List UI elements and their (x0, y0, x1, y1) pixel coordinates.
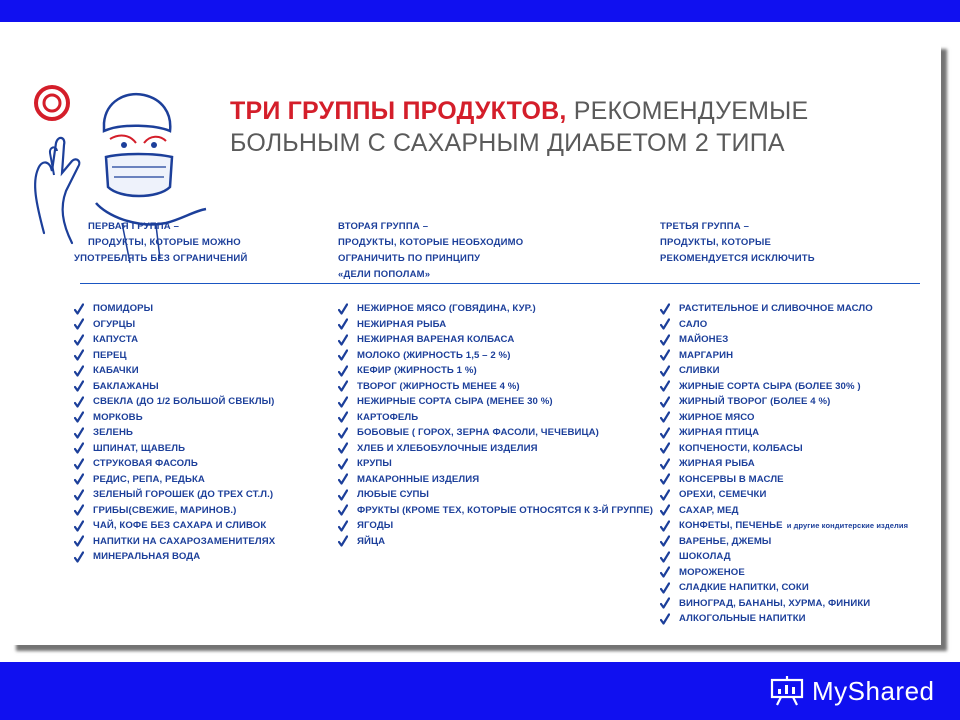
check-icon (660, 582, 670, 594)
column-heading (74, 219, 247, 267)
list-item-label: БАКЛАЖАНЫ (93, 380, 159, 392)
column-group-3 (660, 219, 909, 625)
list-item (74, 394, 275, 410)
list-item-label: ШОКОЛАД (679, 551, 731, 563)
check-icon (660, 442, 670, 454)
list-item (338, 317, 653, 333)
list-item-label: СЛИВКИ (679, 365, 720, 377)
list-item-label: ТВОРОГ (ЖИРНОСТЬ МЕНЕЕ 4 %) (357, 380, 520, 392)
list-item (660, 332, 908, 348)
list-item (74, 425, 275, 441)
list-item-label: ПЕРЕЦ (93, 349, 127, 361)
list-item-label: МАЙОНЕЗ (679, 334, 729, 346)
list-item-label: НЕЖИРНОЕ МЯСО (ГОВЯДИНА, КУР.) (357, 303, 536, 315)
list-item-label: ЖИРНЫЙ ТВОРОГ (БОЛЕЕ 4 %) (679, 396, 831, 408)
list-item-label: СЛАДКИЕ НАПИТКИ, СОКИ (679, 582, 809, 594)
list-item (660, 379, 908, 395)
heading-line: ПЕРВАЯ ГРУППА – (88, 221, 180, 232)
list-item-label: СВЕКЛА (ДО 1/2 БОЛЬШОЙ СВЕКЛЫ) (93, 396, 275, 408)
heading-line: ПРОДУКТЫ, КОТОРЫЕ НЕОБХОДИМО (338, 237, 524, 248)
check-icon (660, 303, 670, 315)
list-item (338, 472, 653, 488)
list-item (74, 301, 275, 317)
check-icon (74, 504, 84, 516)
list-item (74, 472, 275, 488)
check-icon (338, 489, 348, 501)
list-item-label: ЗЕЛЕНЬ (93, 427, 133, 439)
list-item-label: РЕДИС, РЕПА, РЕДЬКА (93, 473, 205, 485)
column-group-2 (338, 219, 654, 547)
check-icon (74, 489, 84, 501)
page-title (230, 95, 930, 159)
list-item-label: КАПУСТА (93, 334, 139, 346)
title-accent: ТРИ ГРУППЫ ПРОДУКТОВ, (230, 97, 567, 125)
list-item-label: ЯГОДЫ (357, 520, 394, 532)
list-item-label: НЕЖИРНАЯ РЫБА (357, 318, 447, 330)
list-item-label: МАРГАРИН (679, 349, 734, 361)
check-icon (74, 535, 84, 547)
list-item (74, 503, 275, 519)
check-icon (74, 334, 84, 346)
list-item-label: РАСТИТЕЛЬНОЕ И СЛИВОЧНОЕ МАСЛО (679, 303, 873, 315)
list-item-label: КОПЧЕНОСТИ, КОЛБАСЫ (679, 442, 803, 454)
list-item-label: ВИНОГРАД, БАНАНЫ, ХУРМА, ФИНИКИ (679, 597, 871, 609)
check-icon (338, 520, 348, 532)
presentation-logo-icon (770, 676, 804, 706)
check-icon (338, 365, 348, 377)
check-icon (660, 613, 670, 625)
list-item (660, 472, 908, 488)
heading-line: ПРОДУКТЫ, КОТОРЫЕ МОЖНО (88, 237, 241, 248)
list-item-label: ОГУРЦЫ (93, 318, 136, 330)
list-item (74, 317, 275, 333)
column-heading (660, 219, 815, 267)
check-icon (338, 473, 348, 485)
brand-name: MyShared (812, 675, 935, 706)
list-item-label: ОРЕХИ, СЕМЕЧКИ (679, 489, 767, 501)
list-item (338, 410, 653, 426)
check-icon (660, 566, 670, 578)
list-item (338, 441, 653, 457)
check-icon (74, 411, 84, 423)
check-icon (74, 380, 84, 392)
list-item-label: ЗЕЛЕНЫЙ ГОРОШЕК (ДО ТРЕХ СТ.Л.) (93, 489, 274, 501)
check-icon (660, 349, 670, 361)
list-item (74, 348, 275, 364)
list-item-label: ЖИРНАЯ РЫБА (679, 458, 755, 470)
list-item-label: ШПИНАТ, ЩАВЕЛЬ (93, 442, 186, 454)
list-item (660, 534, 908, 550)
list-item-label: САХАР, МЕД (679, 504, 739, 516)
top-band (0, 0, 960, 22)
list-item-label: МАКАРОННЫЕ ИЗДЕЛИЯ (357, 473, 480, 485)
check-icon (74, 349, 84, 361)
list-item (660, 456, 908, 472)
list-item-label: ЧАЙ, КОФЕ БЕЗ САХАРА И СЛИВОК (93, 520, 267, 532)
list-item-label: БОБОВЫЕ ( ГОРОХ, ЗЕРНА ФАСОЛИ, ЧЕЧЕВИЦА) (357, 427, 599, 439)
list-item (338, 534, 653, 550)
product-list (660, 301, 908, 627)
check-icon (660, 318, 670, 330)
list-item (74, 441, 275, 457)
check-icon (338, 458, 348, 470)
heading-line: УПОТРЕБЛЯТЬ БЕЗ ОГРАНИЧЕНИЙ (74, 253, 248, 264)
list-item (660, 317, 908, 333)
check-icon (74, 551, 84, 563)
list-item-label: ЖИРНЫЕ СОРТА СЫРА (БОЛЕЕ 30% ) (679, 380, 861, 392)
list-item-label: ЛЮБЫЕ СУПЫ (357, 489, 430, 501)
list-item-label: МОРКОВЬ (93, 411, 143, 423)
check-icon (338, 380, 348, 392)
check-icon (338, 442, 348, 454)
heading-line: ПРОДУКТЫ, КОТОРЫЕ (660, 237, 772, 248)
list-item (338, 487, 653, 503)
list-item (74, 549, 275, 565)
list-item (660, 565, 908, 581)
check-icon (660, 411, 670, 423)
list-item (660, 301, 908, 317)
list-item (660, 518, 908, 534)
check-icon (338, 504, 348, 516)
list-item (660, 549, 908, 565)
heading-line: «ДЕЛИ ПОПОЛАМ» (338, 269, 431, 280)
heading-line: РЕКОМЕНДУЕТСЯ ИСКЛЮЧИТЬ (660, 253, 815, 264)
list-item-label: КАРТОФЕЛЬ (357, 411, 419, 423)
list-item-label: ГРИБЫ(СВЕЖИЕ, МАРИНОВ.) (93, 504, 237, 516)
check-icon (660, 551, 670, 563)
list-item-label: МОЛОКО (ЖИРНОСТЬ 1,5 – 2 %) (357, 349, 511, 361)
list-item-label: НАПИТКИ НА САХАРОЗАМЕНИТЕЛЯХ (93, 535, 276, 547)
list-item-label: ПОМИДОРЫ (93, 303, 154, 315)
check-icon (74, 458, 84, 470)
header-divider (80, 283, 920, 284)
check-icon (338, 303, 348, 315)
list-item-label: КАБАЧКИ (93, 365, 139, 377)
list-item-label: ХЛЕБ И ХЛЕБОБУЛОЧНЫЕ ИЗДЕЛИЯ (357, 442, 538, 454)
list-item (74, 379, 275, 395)
list-item (338, 301, 653, 317)
heading-line: ТРЕТЬЯ ГРУППА – (660, 221, 750, 232)
list-item-label: АЛКОГОЛЬНЫЕ НАПИТКИ (679, 613, 806, 625)
product-list (74, 301, 275, 565)
list-item (338, 363, 653, 379)
list-item-label: ЖИРНАЯ ПТИЦА (679, 427, 760, 439)
check-icon (660, 334, 670, 346)
column-heading (338, 219, 523, 283)
list-item (338, 394, 653, 410)
list-item-label: КРУПЫ (357, 458, 392, 470)
title-line2: БОЛЬНЫМ С САХАРНЫМ ДИАБЕТОМ 2 ТИПА (230, 129, 785, 157)
slide (10, 43, 941, 645)
list-item (660, 487, 908, 503)
heading-line: ОГРАНИЧИТЬ ПО ПРИНЦИПУ (338, 253, 481, 264)
list-item (74, 456, 275, 472)
check-icon (660, 504, 670, 516)
check-icon (338, 411, 348, 423)
check-icon (74, 396, 84, 408)
check-icon (660, 396, 670, 408)
list-item (660, 580, 908, 596)
list-item-label: КОНСЕРВЫ В МАСЛЕ (679, 473, 784, 485)
check-icon (660, 365, 670, 377)
check-icon (660, 473, 670, 485)
list-item (74, 534, 275, 550)
list-item (660, 410, 908, 426)
list-item-label: ФРУКТЫ (КРОМЕ ТЕХ, КОТОРЫЕ ОТНОСЯТСЯ К 3-Й ГРУППЕ) (357, 504, 654, 516)
check-icon (660, 380, 670, 392)
check-icon (74, 473, 84, 485)
list-item-label: НЕЖИРНЫЕ СОРТА СЫРА (МЕНЕЕ 30 %) (357, 396, 553, 408)
list-item (338, 425, 653, 441)
list-item (660, 363, 908, 379)
list-item-label: САЛО (679, 318, 708, 330)
check-icon (660, 535, 670, 547)
check-icon (660, 427, 670, 439)
product-list (338, 301, 653, 549)
list-item-label: ВАРЕНЬЕ, ДЖЕМЫ (679, 535, 772, 547)
list-item (338, 503, 653, 519)
list-item-label: ЯЙЦА (357, 535, 386, 547)
check-icon (338, 334, 348, 346)
list-item-label: ЖИРНОЕ МЯСО (679, 411, 755, 423)
check-icon (74, 427, 84, 439)
list-item (660, 503, 908, 519)
list-item-label: КЕФИР (ЖИРНОСТЬ 1 %) (357, 365, 477, 377)
check-icon (338, 535, 348, 547)
list-item-label: МИНЕРАЛЬНАЯ ВОДА (93, 551, 201, 563)
list-item (338, 379, 653, 395)
list-item (338, 332, 653, 348)
heading-line: ВТОРАЯ ГРУППА – (338, 221, 429, 232)
check-icon (74, 365, 84, 377)
column-group-1 (74, 219, 276, 563)
list-item-label: КОНФЕТЫ, ПЕЧЕНЬЕ (679, 520, 783, 532)
list-item (74, 487, 275, 503)
list-item (660, 348, 908, 364)
list-item (338, 456, 653, 472)
list-item-label: НЕЖИРНАЯ ВАРЕНАЯ КОЛБАСА (357, 334, 515, 346)
list-item (660, 596, 908, 612)
check-icon (660, 458, 670, 470)
list-item-label: МОРОЖЕНОЕ (679, 566, 745, 578)
list-item-label: СТРУКОВАЯ ФАСОЛЬ (93, 458, 198, 470)
check-icon (338, 318, 348, 330)
check-icon (338, 427, 348, 439)
check-icon (74, 520, 84, 532)
check-icon (74, 318, 84, 330)
list-item (74, 518, 275, 534)
list-item (660, 441, 908, 457)
list-item (74, 410, 275, 426)
list-item (338, 518, 653, 534)
list-item (660, 394, 908, 410)
list-item (660, 611, 908, 627)
title-rest: РЕКОМЕНДУЕМЫЕ (573, 97, 809, 125)
list-item (660, 425, 908, 441)
check-icon (338, 396, 348, 408)
list-item-note: и другие кондитерские изделия (786, 521, 909, 531)
check-icon (660, 520, 670, 532)
list-item (74, 363, 275, 379)
list-item (74, 332, 275, 348)
brand (770, 676, 935, 706)
check-icon (660, 597, 670, 609)
check-icon (74, 442, 84, 454)
check-icon (74, 303, 84, 315)
check-icon (338, 349, 348, 361)
check-icon (660, 489, 670, 501)
list-item (338, 348, 653, 364)
